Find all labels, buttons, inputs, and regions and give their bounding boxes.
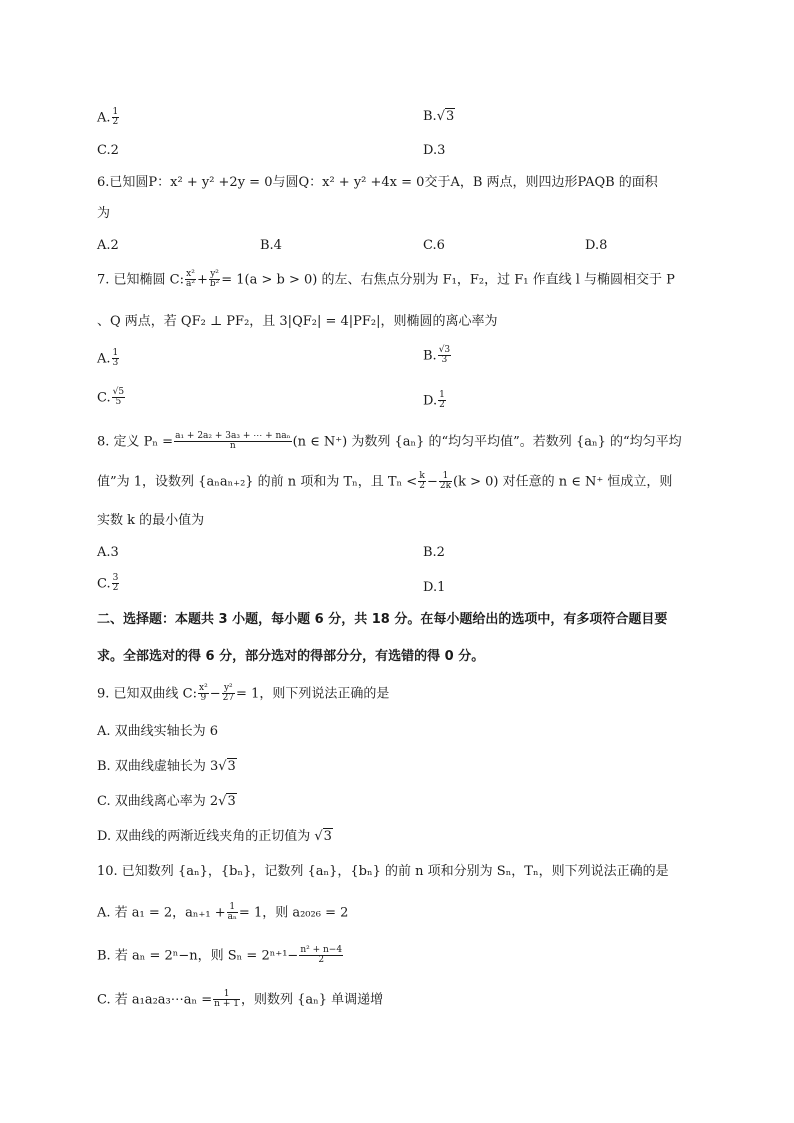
- fraction: $\frac{√5}{5}$: [112, 387, 125, 408]
- q5-option-d: D.3: [423, 143, 446, 158]
- q8-stem-line1: 8. 定义 Pₙ = $\frac{\text{a₁ + 2a₂ + 3a₃ + ⋯ + naₙ}}{n}$ (n ∈ N⁺) 为数列 {aₙ} 的“均匀平均值”。若数列 {aₙ} 的“均匀平均: [97, 431, 682, 452]
- fraction: $\frac{3}{2}$: [112, 573, 119, 594]
- q10-option-b: B. 若 aₙ = 2ⁿ−n，则 Sₙ = 2ⁿ⁺¹− $\frac{\text{n² + n−4}}{2}$: [97, 945, 343, 966]
- fraction: $\frac{\text{n² + n−4}}{2}$: [300, 945, 343, 966]
- q6-stem-line1: 6.已知圆P：x² + y² +2y = 0与圆Q：x² + y² +4x = 0交于A，B 两点，则四边形PAQB 的面积: [97, 175, 658, 190]
- fraction: $\frac{1}{2}$: [439, 390, 445, 411]
- q10-option-c: C. 若 a₁a₂a₃⋯aₙ = $\frac{1}{n + 1}$ ，则数列 {aₙ} 单调递增: [97, 989, 384, 1010]
- sqrt: √3: [314, 829, 332, 844]
- q6-option-d: D.8: [585, 238, 608, 253]
- q5-option-b: B.√3: [423, 109, 455, 124]
- q7-option-c: C. $\frac{√5}{5}$: [97, 387, 125, 408]
- q10-stem: 10. 已知数列 {aₙ}，{bₙ}，记数列 {aₙ}，{bₙ} 的前 n 项和分别为 Sₙ，Tₙ，则下列说法正确的是: [97, 864, 669, 879]
- q6-option-a: A.2: [97, 238, 119, 253]
- fraction: $\frac{\text{y²}}{\text{b²}}$: [209, 269, 220, 290]
- sqrt: √3: [436, 109, 455, 124]
- fraction: $\frac{√3}{3}$: [438, 345, 451, 366]
- fraction: $\frac{1}{n + 1}$: [214, 989, 239, 1010]
- q9-option-b: B. 双曲线虚轴长为 3√3: [97, 759, 236, 774]
- section-heading-line2: 求。全部选对的得 6 分，部分选对的得部分分，有选错的得 0 分。: [97, 649, 485, 664]
- q5-option-c: C.2: [97, 143, 119, 158]
- fraction: $\frac{1}{2k}$: [439, 471, 452, 492]
- q6-option-c: C.6: [423, 238, 445, 253]
- fraction: $\frac{1}{2}$: [112, 107, 119, 128]
- fraction: $\frac{1}{\text{aₙ}}$: [227, 902, 237, 923]
- q8-option-a: A.3: [97, 545, 119, 560]
- fraction: $\frac{k}{2}$: [419, 471, 425, 492]
- sqrt: √3: [218, 794, 236, 809]
- q9-option-a: A. 双曲线实轴长为 6: [97, 724, 219, 739]
- q7-stem-line2: 、Q 两点，若 QF₂ ⊥ PF₂，且 3|QF₂| = 4|PF₂|，则椭圆的离心率为: [97, 314, 498, 329]
- q5-option-a: A. $\frac{1}{2}$: [97, 107, 119, 128]
- sqrt: √3: [218, 759, 236, 774]
- q8-stem-line3: 实数 k 的最小值为: [97, 513, 205, 528]
- q7-option-b: B. $\frac{√3}{3}$: [423, 345, 451, 366]
- q10-option-a: A. 若 a₁ = 2，aₙ₊₁ + $\frac{1}{\text{aₙ}}$ = 1，则 a₂₀₂₆ = 2: [97, 902, 349, 923]
- q8-option-c: C. $\frac{3}{2}$: [97, 573, 119, 594]
- fraction: $\frac{\text{y²}}{27}$: [222, 683, 235, 704]
- q7-option-a: A. $\frac{1}{3}$: [97, 348, 119, 369]
- q9-option-c: C. 双曲线离心率为 2√3: [97, 794, 236, 809]
- q6-stem-line2: 为: [97, 206, 111, 221]
- q9-option-d: D. 双曲线的两渐近线夹角的正切值为 √3: [97, 829, 332, 844]
- fraction: $\frac{\text{x²}}{9}$: [199, 683, 208, 704]
- section-heading-line1: 二、选择题：本题共 3 小题，每小题 6 分，共 18 分。在每小题给出的选项中，有多项符合题目要: [97, 612, 668, 627]
- q6-option-b: B.4: [260, 238, 282, 253]
- q8-stem-line2: 值”为 1，设数列 {aₙaₙ₊₂} 的前 n 项和为 Tₙ，且 Tₙ < $\frac{k}{2}$ − $\frac{1}{2k}$ (k > 0) 对任意的 n ∈ N⁺ 恒成立，则: [97, 471, 673, 492]
- fraction: $\frac{1}{3}$: [112, 348, 119, 369]
- q8-option-d: D.1: [423, 580, 446, 595]
- q9-stem: 9. 已知双曲线 C: $\frac{\text{x²}}{9}$ − $\frac{\text{y²}}{27}$ = 1，则下列说法正确的是: [97, 683, 390, 704]
- fraction: $\frac{\text{a₁ + 2a₂ + 3a₃ + ⋯ + naₙ}}{n}$: [175, 431, 291, 452]
- q7-option-d: D. $\frac{1}{2}$: [423, 390, 445, 411]
- q7-stem-line1: 7. 已知椭圆 C: $\frac{\text{x²}}{\text{a²}}$ + $\frac{\text{y²}}{\text{b²}}$ = 1(a > b > 0) 的左、右焦点分别为 F₁，F₂，过 F₁ 作直线 l 与椭圆相交于 P: [97, 269, 675, 290]
- fraction: $\frac{\text{x²}}{\text{a²}}$: [186, 269, 195, 290]
- q8-option-b: B.2: [423, 545, 445, 560]
